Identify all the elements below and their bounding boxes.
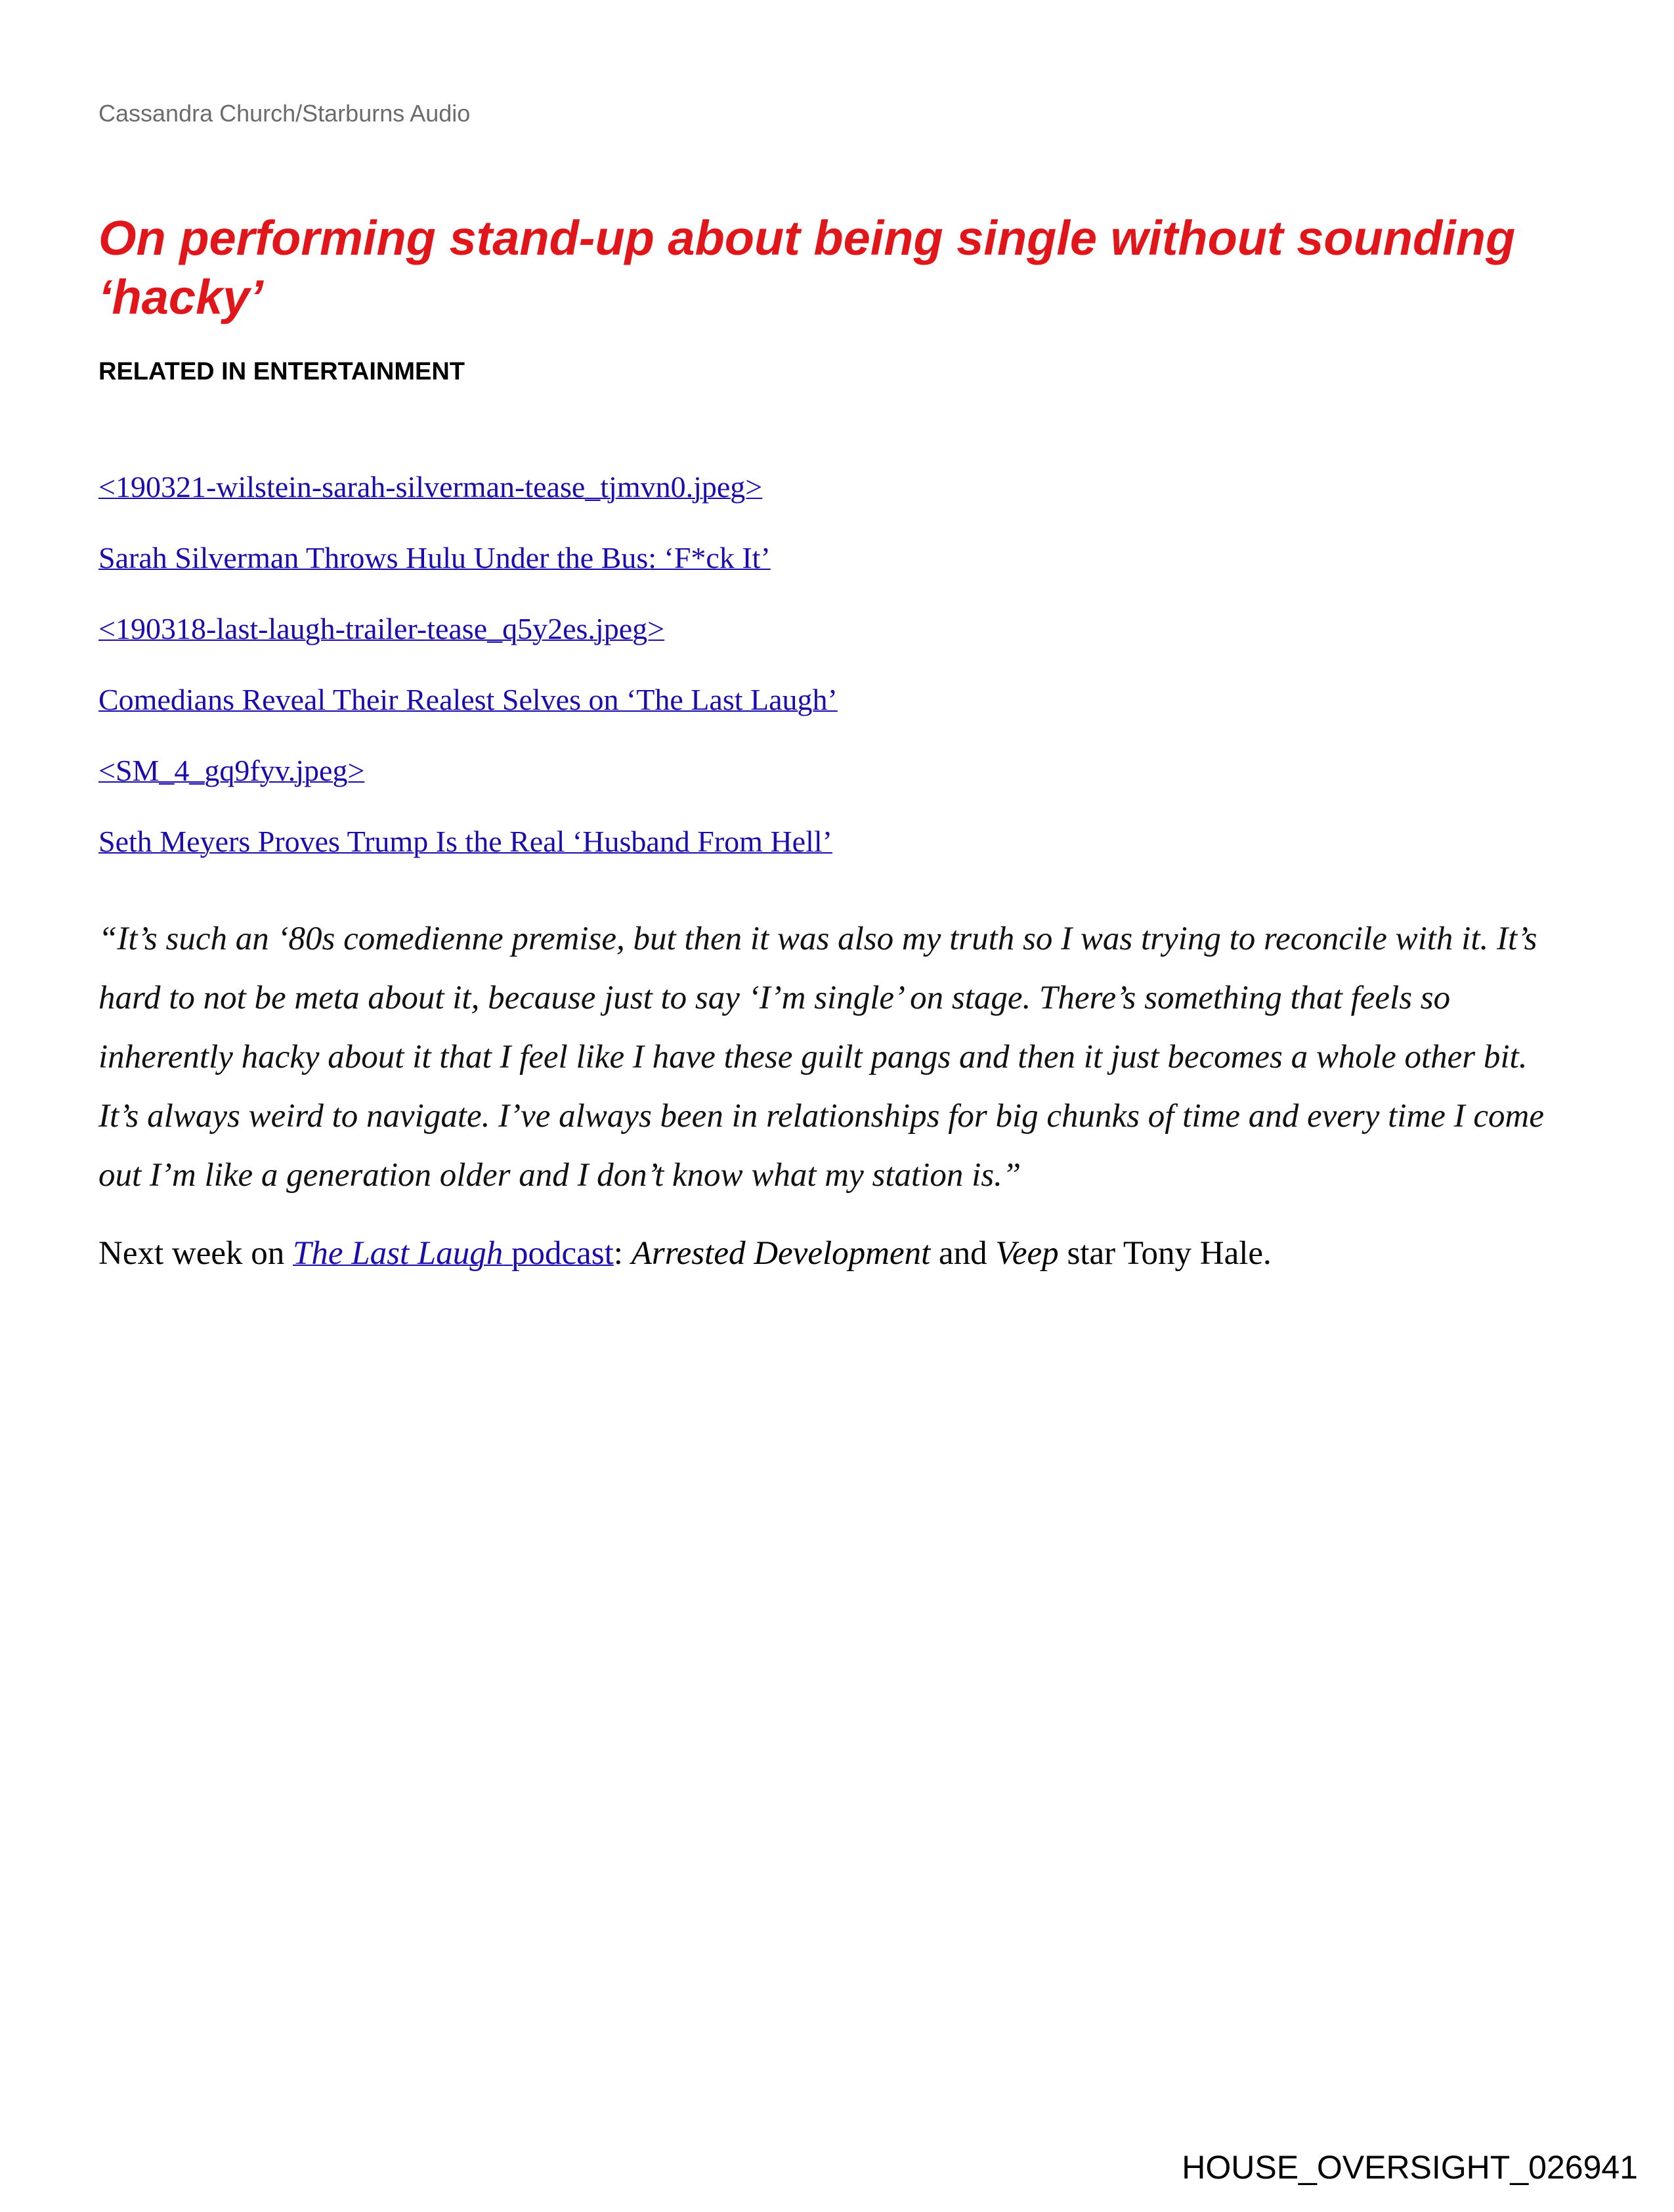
show-title-1: Arrested Development — [631, 1235, 931, 1272]
article-headline: On performing stand-up about being single without sounding ‘hacky’ — [98, 211, 1516, 324]
related-article-link-3[interactable]: Seth Meyers Proves Trump Is the Real ‘Husband From Hell’ — [98, 825, 832, 858]
related-image-link-3[interactable]: <SM_4_gq9fyv.jpeg> — [98, 754, 365, 787]
pull-quote: “It’s such an ‘80s comedienne premise, but then it was also my truth so I was trying to reconcile with it. It’s hard to not be meta about it, because just to say ‘I’m single’ on stage. There’s something that feels so inherently hacky about it that I feel like I have these guilt pangs and then it just becomes a whole other bit. It’s always weird to navigate. I’ve always been in relationships for big chunks of time and every time I come out I’m like a generation older and I don’t know what my station is.” — [98, 921, 1545, 1194]
related-article-link-2[interactable]: Comedians Reveal Their Realest Selves on ‘The Last Laugh’ — [98, 683, 838, 716]
podcast-word: podcast — [503, 1235, 614, 1272]
next-week-note — [98, 1234, 1576, 1272]
photo-credit: Cassandra Church/Starburns Audio — [98, 100, 471, 127]
list-item — [98, 538, 838, 609]
list-item — [98, 822, 838, 893]
list-item — [98, 467, 838, 538]
list-item — [98, 609, 838, 680]
document-id: HOUSE_OVERSIGHT_026941 — [1182, 2149, 1638, 2186]
podcast-title: The Last Laugh — [293, 1235, 504, 1272]
list-item — [98, 680, 838, 751]
related-image-link-1[interactable]: <190321-wilstein-sarah-silverman-tease_tjmvn0.jpeg> — [98, 470, 763, 504]
conjunction: and — [930, 1235, 996, 1272]
next-week-suffix: star Tony Hale. — [1058, 1235, 1272, 1272]
podcast-link[interactable] — [293, 1235, 614, 1272]
related-article-link-1[interactable]: Sarah Silverman Throws Hulu Under the Bus: ‘F*ck It’ — [98, 541, 771, 575]
related-image-link-2[interactable]: <190318-last-laugh-trailer-tease_q5y2es.jpeg> — [98, 612, 665, 645]
colon: : — [613, 1235, 632, 1272]
show-title-2: Veep — [995, 1235, 1059, 1272]
next-week-prefix: Next week on — [98, 1235, 293, 1272]
list-item — [98, 751, 838, 822]
related-section-label: RELATED IN ENTERTAINMENT — [98, 358, 465, 385]
related-links-list — [98, 467, 838, 893]
